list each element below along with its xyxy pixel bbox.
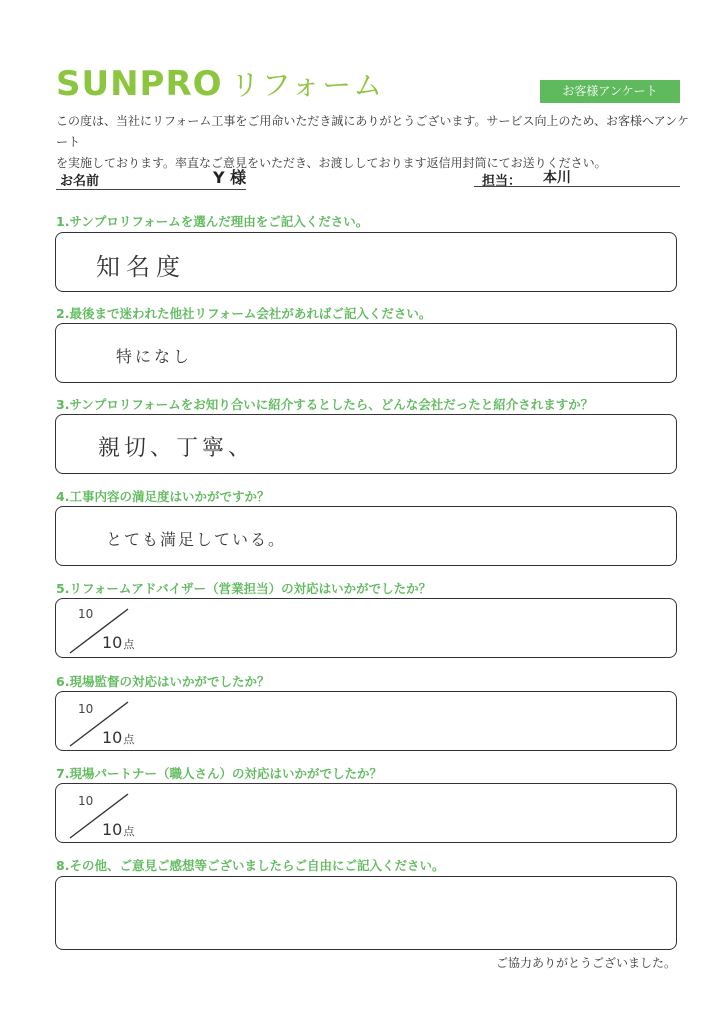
- question-1-answer-box: [55, 232, 677, 292]
- question-1-label: 1.サンプロリフォームを選んだ理由をご記入ください。: [56, 214, 369, 229]
- staff-value: 本川: [543, 170, 571, 186]
- question-8-answer-box: [55, 876, 677, 950]
- question-7-score-unit: 点: [123, 825, 135, 838]
- question-2-label: 2.最後まで迷われた他社リフォーム会社があればご記入ください。: [56, 306, 432, 321]
- question-1-answer: 知名度: [96, 253, 186, 281]
- staff-underline: [474, 186, 680, 187]
- question-5-score-value: 10: [102, 633, 123, 652]
- question-4-answer: とても満足している。: [106, 530, 287, 549]
- question-7-score-max: 10: [78, 794, 94, 808]
- closing-message: ご協力ありがとうございました。: [496, 956, 677, 970]
- survey-badge: お客様アンケート: [540, 80, 680, 103]
- staff-label: 担当：: [482, 174, 522, 189]
- question-3-answer: 親切、丁寧、: [98, 436, 255, 461]
- brand-logo: [56, 64, 384, 105]
- question-6-score-max: 10: [78, 702, 94, 716]
- question-5-score: [102, 633, 134, 652]
- question-2-answer-box: [55, 323, 677, 383]
- intro-line-2: を実施しております。率直なご意見をいただき、お渡ししております返信用封筒にてお送りください。: [56, 156, 607, 170]
- question-6-score: [102, 728, 134, 747]
- question-3-answer-box: [55, 414, 677, 474]
- question-3-label: 3.サンプロリフォームをお知り合いに紹介するとしたら、どんな会社だったと紹介されますか？: [56, 397, 594, 412]
- customer-name-label: お名前: [60, 174, 100, 189]
- question-6-score-unit: 点: [123, 733, 135, 746]
- question-5-score-max: 10: [78, 607, 94, 621]
- question-4-answer-box: [55, 506, 677, 566]
- question-8-label: 8.その他、ご意見ご感想等ございましたらご自由にご記入ください。: [56, 858, 445, 873]
- question-5-label: 5.リフォームアドバイザー（営業担当）の対応はいかがでしたか？: [56, 581, 432, 596]
- question-4-label: 4.工事内容の満足度はいかがですか？: [56, 489, 270, 504]
- customer-name-underline: [56, 189, 246, 190]
- intro-line-1: この度は、当社にリフォーム工事をご用命いただき誠にありがとうございます。サービス向上のため、お客様へアンケート: [56, 114, 689, 149]
- question-6-score-value: 10: [102, 728, 123, 747]
- brand-logo-text: SUNPRO: [56, 64, 223, 104]
- question-5-answer-box: [55, 598, 677, 658]
- question-7-answer-box: [55, 783, 677, 843]
- question-6-label: 6.現場監督の対応はいかがでしたか？: [56, 674, 270, 689]
- question-7-label: 7.現場パートナー（職人さん）の対応はいかがでしたか？: [56, 766, 382, 781]
- question-6-answer-box: [55, 691, 677, 751]
- question-7-score: [102, 820, 134, 839]
- question-2-answer: 特になし: [116, 347, 193, 366]
- question-5-score-unit: 点: [123, 638, 135, 651]
- intro-text: [56, 111, 696, 174]
- question-7-score-value: 10: [102, 820, 123, 839]
- customer-name-value: Y 様: [213, 168, 247, 187]
- brand-subtitle: リフォーム: [230, 68, 385, 102]
